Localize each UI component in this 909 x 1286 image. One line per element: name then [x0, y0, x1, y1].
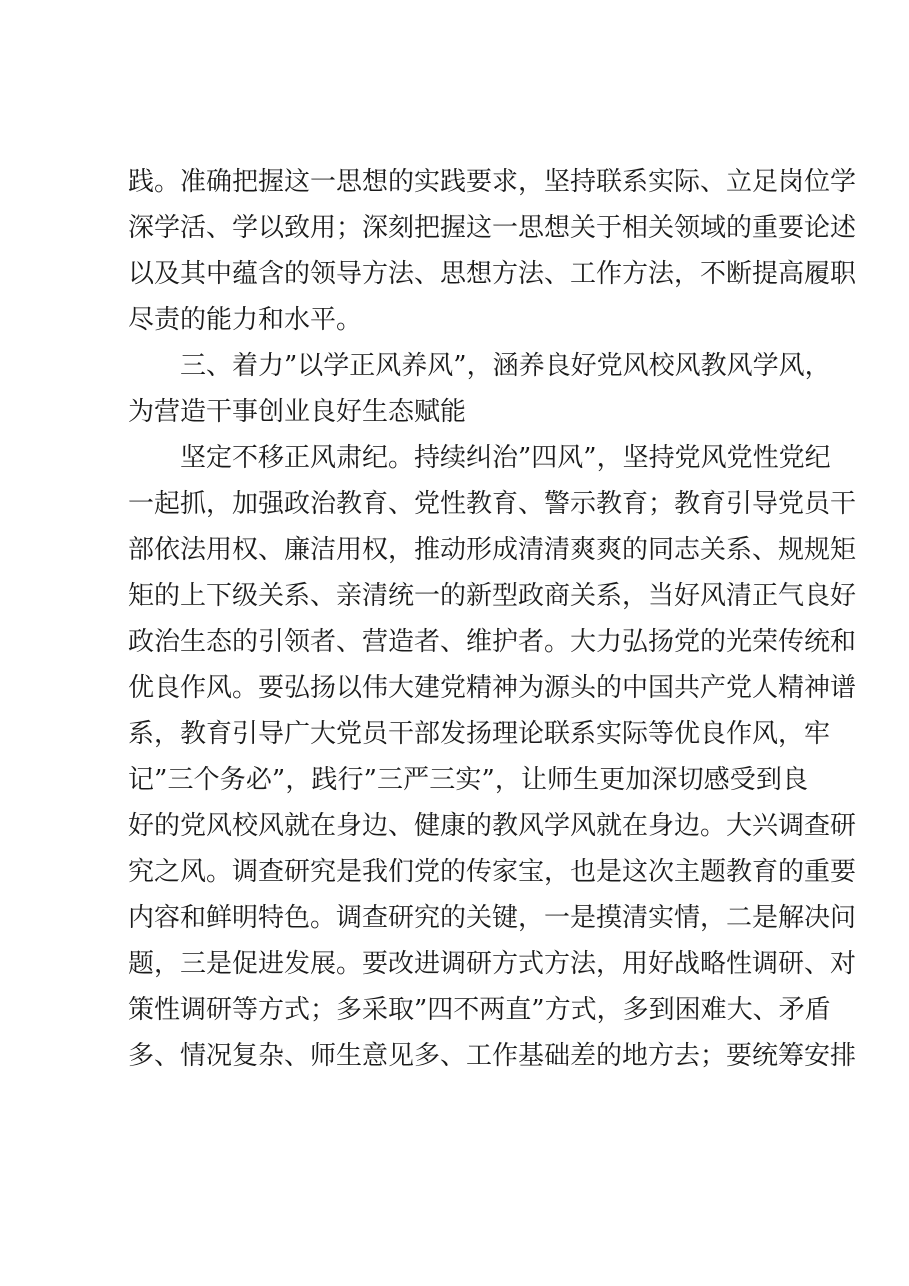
body-text-line: 部依法用权、廉洁用权，推动形成清清爽爽的同志关系、规规矩 [128, 535, 857, 565]
body-text-line: 内容和鲜明特色。调查研究的关键，一是摸清实情，二是解决问 [128, 903, 857, 933]
body-text-line: 一起抓，加强政治教育、党性教育、警示教育；教育引导党员干 [128, 489, 857, 519]
body-text-line: 好的党风校风就在身边、健康的教风学风就在身边。大兴调查研 [128, 811, 857, 841]
body-text-line: 记”三个务必”，践行”三严三实”，让师生更加深切感受到良 [128, 765, 808, 795]
body-text-line: 践。准确把握这一思想的实践要求，坚持联系实际、立足岗位学 [128, 167, 857, 197]
body-text-line: 究之风。调查研究是我们党的传家宝，也是这次主题教育的重要 [128, 857, 857, 887]
body-text-line: 系，教育引导广大党员干部发扬理论联系实际等优良作风，牢 [128, 719, 831, 749]
body-text-line: 政治生态的引领者、营造者、维护者。大力弘扬党的光荣传统和 [128, 627, 857, 657]
body-text-line: 深学活、学以致用；深刻把握这一思想关于相关领域的重要论述 [128, 213, 857, 243]
section-heading-line: 为营造干事创业良好生态赋能 [128, 397, 467, 427]
body-text-line: 策性调研等方式；多采取”四不两直”方式，多到困难大、矛盾 [128, 995, 831, 1025]
body-text-line: 坚定不移正风肃纪。持续纠治”四风”，坚持党风党性党纪 [180, 443, 831, 473]
body-text-line: 多、情况复杂、师生意见多、工作基础差的地方去；要统筹安排 [128, 1041, 857, 1071]
body-text-line: 以及其中蕴含的领导方法、思想方法、工作方法，不断提高履职 [128, 259, 857, 289]
section-heading-line: 三、着力”以学正风养风”，涵养良好党风校风教风学风， [180, 351, 831, 381]
body-text-line: 尽责的能力和水平。 [128, 305, 363, 335]
body-text-line: 优良作风。要弘扬以伟大建党精神为源头的中国共产党人精神谱 [128, 673, 857, 703]
body-text-line: 题，三是促进发展。要改进调研方式方法，用好战略性调研、对 [128, 949, 857, 979]
body-text-line: 矩的上下级关系、亲清统一的新型政商关系，当好风清正气良好 [128, 581, 857, 611]
